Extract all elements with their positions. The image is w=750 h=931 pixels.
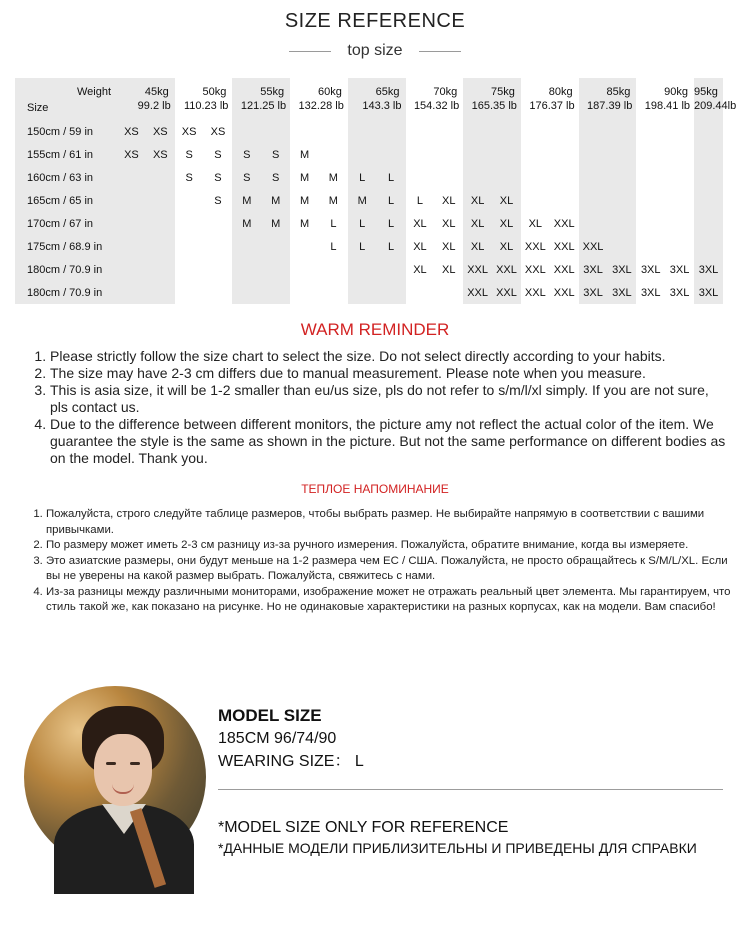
weight-kg: 60kg (317, 86, 342, 98)
size-cell (550, 120, 579, 143)
size-cell: 3XL (665, 281, 694, 304)
size-cell (117, 281, 146, 304)
size-cell: XL (492, 189, 521, 212)
size-cell: 3XL (694, 258, 723, 281)
size-cell (636, 120, 665, 143)
size-cell (636, 166, 665, 189)
size-cell (579, 212, 608, 235)
size-cell (232, 258, 261, 281)
size-cell (579, 143, 608, 166)
table-row (15, 258, 723, 281)
weight-kg: 45kg (144, 86, 169, 98)
size-cell (434, 281, 463, 304)
size-cell: XS (204, 120, 233, 143)
table-row (15, 120, 723, 143)
weight-column-header (463, 78, 521, 120)
weight-kg: 65kg (375, 86, 400, 98)
height-label: 155cm / 61 in (15, 143, 117, 166)
size-cell (117, 166, 146, 189)
size-cell (319, 258, 348, 281)
size-cell: M (319, 189, 348, 212)
size-cell: 3XL (579, 281, 608, 304)
reminder-ru-item: 3. Это азиатские размеры, они будут меньше на 1-2 размера чем EC / США. Пожалуйста, не просто обращайтесь к S/M/L/XL. Если вы не уверены на какой размер выбрать. Пожалуйста, свяжитесь с нами. (46, 554, 736, 585)
size-cell: XL (521, 212, 550, 235)
size-cell (636, 212, 665, 235)
size-cell (406, 143, 435, 166)
weight-column-header (406, 78, 464, 120)
weight-column-header (232, 78, 290, 120)
size-cell: L (377, 166, 406, 189)
weight-column-header (694, 78, 737, 120)
height-label: 180cm / 70.9 in (15, 258, 117, 281)
size-cell (694, 120, 723, 143)
size-cell (348, 281, 377, 304)
model-size-title: MODEL SIZE (218, 706, 322, 725)
weight-kg: 50kg (202, 86, 227, 98)
size-cell: M (261, 189, 290, 212)
size-cell (521, 143, 550, 166)
size-cell (175, 258, 204, 281)
size-cell (261, 120, 290, 143)
weight-column-header (636, 78, 694, 120)
size-cell (232, 120, 261, 143)
size-cell: L (319, 235, 348, 258)
model-face (94, 734, 152, 806)
model-height: 185CM 96/74/90 (218, 730, 337, 747)
size-cell (607, 212, 636, 235)
size-cell: XXL (550, 212, 579, 235)
size-cell (175, 235, 204, 258)
size-cell (146, 258, 175, 281)
size-cell: XL (406, 212, 435, 235)
size-cell (406, 166, 435, 189)
weight-kg: 75kg (491, 86, 515, 98)
size-cell: S (204, 143, 233, 166)
size-cell: L (348, 212, 377, 235)
size-cell: L (377, 212, 406, 235)
size-cell (694, 143, 723, 166)
model-note-en: *MODEL SIZE ONLY FOR REFERENCE (218, 819, 509, 836)
warm-reminder-ru-title: ТЕПЛОЕ НАПОМИНАНИЕ (301, 482, 449, 496)
weight-lb: 198.41 lb (644, 100, 691, 112)
weight-lb: 187.39 lb (587, 100, 633, 112)
size-cell (665, 189, 694, 212)
size-cell: M (232, 189, 261, 212)
size-cell (579, 189, 608, 212)
size-cell (694, 235, 723, 258)
size-cell (636, 235, 665, 258)
size-cell: L (348, 235, 377, 258)
table-row (15, 189, 723, 212)
size-cell: XL (434, 189, 463, 212)
divider-left (289, 51, 331, 52)
weight-column-header (117, 78, 175, 120)
size-cell (521, 189, 550, 212)
size-cell: 3XL (665, 258, 694, 281)
size-cell (434, 143, 463, 166)
size-cell (550, 189, 579, 212)
size-cell: XL (492, 235, 521, 258)
size-cell: S (232, 166, 261, 189)
size-cell (579, 120, 608, 143)
size-cell (146, 212, 175, 235)
height-label: 160cm / 63 in (15, 166, 117, 189)
size-cell: S (261, 166, 290, 189)
size-cell: XL (463, 212, 492, 235)
weight-lb: 209.44lb (694, 100, 737, 112)
reminder-ru-item: 1. Пожалуйста, строго следуйте таблице размеров, чтобы выбрать размер. Не выбирайте напрямую в соответствии с вашими привычками. (46, 507, 736, 538)
size-cell: XS (146, 120, 175, 143)
size-cell: XL (406, 258, 435, 281)
size-cell (463, 120, 492, 143)
size-cell: 3XL (636, 281, 665, 304)
size-cell (607, 120, 636, 143)
reminder-item: 4. Due to the difference between different monitors, the picture amy not reflect the actual color of the item. We guarantee the style is the same as shown in the picture. But not the same performance on different bodies as on the model. Thank you. (50, 416, 730, 467)
reminder-ru-item: 4. Из-за разницы между различными мониторами, изображение может не отражать реальный цвет элемента. Мы гарантируем, что стиль такой же, как показано на рисунке. Но не одинаковые характеристики на разных корпусах, как на модели. Вам спасибо! (46, 585, 736, 616)
size-cell: M (290, 166, 319, 189)
size-cell (377, 143, 406, 166)
weight-column-header (290, 78, 348, 120)
size-cell (261, 235, 290, 258)
height-label: 180cm / 70.9 in (15, 281, 117, 304)
size-cell (146, 281, 175, 304)
reminder-item: 3. This is asia size, it will be 1-2 smaller than eu/us size, pls do not refer to s/m/l/xl simply. If you are not sure, pls contact us. (50, 382, 730, 416)
size-cell (665, 235, 694, 258)
weight-column-header (521, 78, 579, 120)
size-cell: XL (492, 212, 521, 235)
size-cell: XXL (550, 235, 579, 258)
weight-column-header (175, 78, 233, 120)
size-cell: XXL (492, 258, 521, 281)
weight-column-header (579, 78, 637, 120)
size-cell (492, 143, 521, 166)
weight-kg: 90kg (664, 86, 689, 98)
size-cell (607, 235, 636, 258)
height-label: 150cm / 59 in (15, 120, 117, 143)
size-cell (146, 189, 175, 212)
size-cell: XXL (550, 258, 579, 281)
size-cell (694, 166, 723, 189)
size-cell (665, 212, 694, 235)
size-cell (550, 166, 579, 189)
warm-reminder-title: WARM REMINDER (300, 320, 450, 339)
weight-kg: 55kg (260, 86, 285, 98)
size-cell: M (290, 212, 319, 235)
size-cell (607, 166, 636, 189)
warm-reminder-list (0, 348, 730, 467)
reminder-item: 2. The size may have 2-3 cm differs due to manual measurement. Please note when you measure. (50, 365, 730, 382)
size-cell (290, 235, 319, 258)
size-cell: L (319, 212, 348, 235)
size-cell (463, 143, 492, 166)
page-title: SIZE REFERENCE (284, 10, 466, 32)
size-cell (377, 281, 406, 304)
size-cell (406, 281, 435, 304)
size-cell: L (377, 235, 406, 258)
reminder-item: 1. Please strictly follow the size chart to select the size. Do not select directly according to your habits. (50, 348, 730, 365)
table-row (15, 166, 723, 189)
weight-kg: 70kg (433, 86, 458, 98)
size-cell: XL (434, 258, 463, 281)
size-cell (377, 258, 406, 281)
reminder-ru-item: 2. По размеру может иметь 2-3 см разницу из-за ручного измерения. Пожалуйста, обратите внимание, когда вы измеряете. (46, 538, 736, 554)
size-cell (377, 120, 406, 143)
size-cell: XXL (463, 281, 492, 304)
size-cell: L (377, 189, 406, 212)
size-cell: XXL (463, 258, 492, 281)
size-cell: S (232, 143, 261, 166)
height-label: 170cm / 67 in (15, 212, 117, 235)
size-cell: S (261, 143, 290, 166)
size-cell (319, 281, 348, 304)
table-row (15, 143, 723, 166)
model-photo (24, 686, 206, 868)
table-row (15, 281, 723, 304)
size-cell (694, 189, 723, 212)
table-row (15, 235, 723, 258)
size-cell (348, 143, 377, 166)
size-cell: 3XL (579, 258, 608, 281)
size-cell: M (319, 166, 348, 189)
height-label: 175cm / 68.9 in (15, 235, 117, 258)
size-cell (175, 281, 204, 304)
size-cell: 3XL (607, 281, 636, 304)
size-cell: S (175, 143, 204, 166)
size-cell (636, 143, 665, 166)
size-cell: 3XL (636, 258, 665, 281)
size-cell: S (204, 166, 233, 189)
weight-kg: 85kg (606, 86, 631, 98)
model-divider (218, 789, 723, 790)
size-cell: M (290, 143, 319, 166)
size-cell (117, 212, 146, 235)
table-row (15, 212, 723, 235)
size-cell (521, 166, 550, 189)
size-cell: M (261, 212, 290, 235)
size-cell: M (348, 189, 377, 212)
size-cell: XXL (579, 235, 608, 258)
size-cell: 3XL (607, 258, 636, 281)
size-cell (607, 189, 636, 212)
size-cell: S (175, 166, 204, 189)
size-cell (319, 120, 348, 143)
weight-lb: 165.35 lb (471, 100, 517, 112)
size-cell: XL (463, 235, 492, 258)
height-label: 165cm / 65 in (15, 189, 117, 212)
size-cell: XL (406, 235, 435, 258)
size-cell: XL (434, 235, 463, 258)
size-cell: XS (117, 143, 146, 166)
size-cell: XL (434, 212, 463, 235)
size-cell: M (290, 189, 319, 212)
size-cell (204, 235, 233, 258)
subtitle-row (0, 42, 750, 60)
size-label: Size (27, 102, 49, 114)
size-cell (434, 166, 463, 189)
size-cell (146, 166, 175, 189)
weight-lb: 132.28 lb (298, 100, 344, 112)
size-cell (117, 189, 146, 212)
size-cell (492, 120, 521, 143)
size-cell: XL (463, 189, 492, 212)
size-cell (521, 120, 550, 143)
size-cell: L (406, 189, 435, 212)
size-cell (232, 281, 261, 304)
size-cell (204, 281, 233, 304)
size-cell (290, 281, 319, 304)
model-note-ru: *ДАННЫЕ МОДЕЛИ ПРИБЛИЗИТЕЛЬНЫ И ПРИВЕДЕНЫ ДЛЯ СПРАВКИ (218, 840, 697, 856)
size-cell: XS (146, 143, 175, 166)
size-cell: M (232, 212, 261, 235)
size-cell (665, 120, 694, 143)
model-eye (130, 762, 140, 765)
weight-lb: 99.2 lb (137, 100, 171, 112)
size-cell: XXL (492, 281, 521, 304)
weight-lb: 121.25 lb (240, 100, 287, 112)
header-corner-cell (15, 78, 117, 120)
size-cell (290, 120, 319, 143)
size-cell (348, 120, 377, 143)
size-cell (434, 120, 463, 143)
size-cell (694, 212, 723, 235)
weight-lb: 176.37 lb (529, 100, 575, 112)
size-cell: XXL (521, 235, 550, 258)
model-eye (106, 762, 116, 765)
size-cell (261, 281, 290, 304)
size-chart-table (15, 78, 737, 304)
size-cell: XXL (521, 258, 550, 281)
size-cell (175, 212, 204, 235)
size-cell (406, 120, 435, 143)
size-cell (463, 166, 492, 189)
size-cell (607, 143, 636, 166)
size-cell (348, 258, 377, 281)
size-cell: S (204, 189, 233, 212)
size-cell (117, 235, 146, 258)
model-wearing-size: WEARING SIZE： L (218, 753, 364, 770)
size-cell (492, 166, 521, 189)
size-cell: XXL (521, 281, 550, 304)
size-cell (232, 235, 261, 258)
weight-lb: 143.3 lb (362, 100, 402, 112)
weight-lb: 154.32 lb (413, 100, 460, 112)
weight-label: Weight (76, 86, 112, 98)
size-cell: 3XL (694, 281, 723, 304)
page-subtitle: top size (347, 42, 403, 59)
warm-reminder-ru-list (0, 507, 736, 616)
weight-lb: 110.23 lb (183, 100, 229, 112)
size-cell: L (348, 166, 377, 189)
size-cell (261, 258, 290, 281)
size-cell (204, 258, 233, 281)
size-cell (636, 189, 665, 212)
weight-kg: 95kg (694, 86, 718, 98)
size-cell (319, 143, 348, 166)
size-cell (665, 166, 694, 189)
size-cell: XS (175, 120, 204, 143)
size-cell (175, 189, 204, 212)
size-cell (290, 258, 319, 281)
size-cell (117, 258, 146, 281)
size-cell (579, 166, 608, 189)
size-cell (550, 143, 579, 166)
size-cell (204, 212, 233, 235)
weight-kg: 80kg (548, 86, 573, 98)
size-cell (146, 235, 175, 258)
size-cell: XS (117, 120, 146, 143)
divider-right (419, 51, 461, 52)
size-cell: XXL (550, 281, 579, 304)
weight-column-header (348, 78, 406, 120)
size-cell (665, 143, 694, 166)
